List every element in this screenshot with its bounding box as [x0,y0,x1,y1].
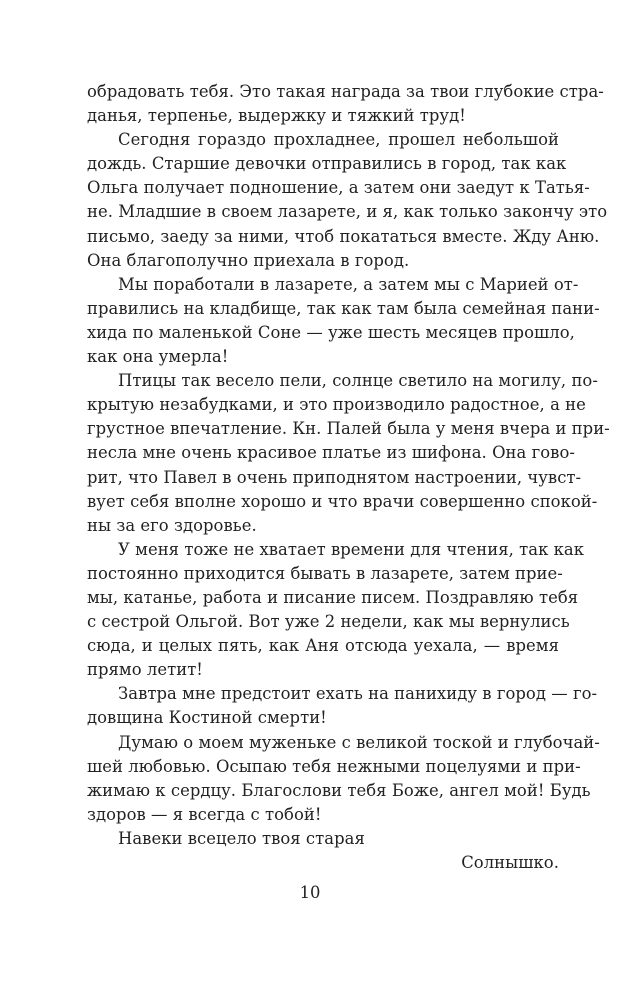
text-line: сюда, и целых пять, как Аня отсюда уехала, — время [87,636,559,656]
text-line: обрадовать тебя. Это такая награда за твои глубокие стра- [87,82,604,101]
text-line: хида по маленькой Соне — уже шесть месяцев прошло, [87,322,575,342]
text-line: Она благополучно приехала в город. [87,250,410,270]
text-line: письмо, заеду за ними, чтоб покататься вместе. Жду Аню. [87,226,600,246]
text-line: грустное впечатление. Кн. Палей была у меня вчера и при- [87,419,610,439]
text-line: шей любовью. Осыпаю тебя нежными поцелуями и при- [87,756,581,776]
text-line: мы, катанье, работа и писание писем. Поздравляю тебя [87,587,579,607]
text-line: несла мне очень красивое платье из шифона. Она гово- [87,443,575,463]
text-line: Сегодня гораздо прохладнее, прошел небольшой [118,130,559,150]
letter-text [87,80,610,875]
text-line: дождь. Старшие девочки отправились в город, так как [87,154,567,174]
text-line: правились на кладбище, так как там была семейная пани- [87,298,600,318]
text-line: Ольга получает подношение, а затем они заедут к Татья- [87,178,590,198]
closing-line: Навеки всецело твоя старая [118,828,365,848]
text-line: не. Младшие в своем лазарете, и я, как только закончу это [87,202,608,222]
text-line: Завтра мне предстоит ехать на панихиду в город — го- [118,684,598,704]
text-line: с сестрой Ольгой. Вот уже 2 недели, как мы вернулись [87,612,570,632]
page-number: 10 [299,883,321,902]
text-line: Птицы так весело пели, солнце светило на могилу, по- [118,371,598,391]
text-line: вует себя вполне хорошо и что врачи совершенно спокой- [87,491,598,511]
text-line: рит, что Павел в очень приподнятом настроении, чувст- [87,467,582,487]
signature-line: Солнышко. [461,853,559,872]
text-line: Мы поработали в лазарете, а затем мы с Марией от- [118,274,579,294]
text-line: крытую незабудками, и это производило радостное, а не [87,395,586,415]
text-line: довщина Костиной смерти! [87,708,327,728]
text-line: данья, терпенье, выдержку и тяжкий труд! [87,106,466,126]
text-line: Думаю о моем муженьке с великой тоской и глубочай- [118,732,600,752]
text-line: здоров — я всегда с тобой! [87,804,322,824]
text-line: жимаю к сердцу. Благослови тебя Боже, ангел мой! Будь [87,780,591,800]
text-line: как она умерла! [87,347,229,367]
text-line: постоянно приходится бывать в лазарете, затем прие- [87,563,563,583]
text-line: ны за его здоровье. [87,515,257,535]
text-line: У меня тоже не хватает времени для чтения, так как [118,539,585,559]
text-line: прямо летит! [87,660,203,680]
